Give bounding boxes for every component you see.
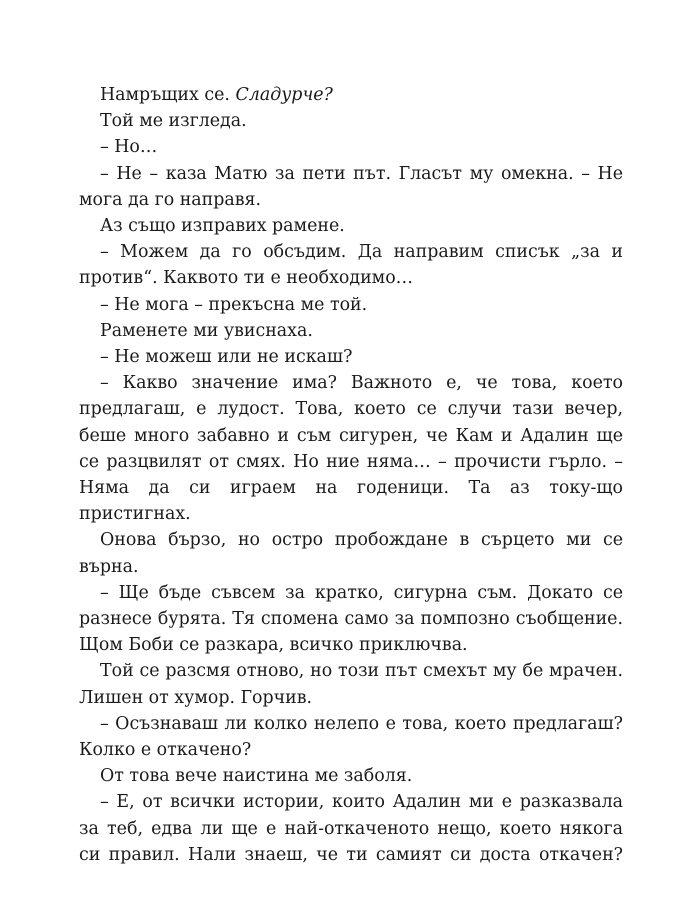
paragraph-text: Онова бързо, но остро пробождане в сърцето ми се върна. (79, 530, 623, 577)
paragraph (79, 763, 623, 789)
paragraph-text: – Не мога – прекъсна ме той. (100, 294, 368, 315)
paragraph-text: – Ще бъде съвсем за кратко, сигурна съм. Докато се разнесе бурята. Тя спомена само за помпозно съобщение. Щом Боби се разкара, всичко приключва. (79, 582, 623, 656)
paragraph (79, 213, 623, 239)
paragraph (79, 370, 623, 527)
paragraph-text: – Е, от всички истории, които Адалин ми е разказвала за теб, едва ли ще е най-откаченото нещо, което някога си правил. Нали знаеш, че ти самият си доста откачен? (79, 792, 623, 865)
paragraph-text: Раменете ми увиснаха. (100, 320, 313, 341)
paragraph-text: – Какво значение има? Важното е, че това, което предлагаш, е лудост. Това, което се случи тази вечер, беше много забавно и съм сигурен, че Кам и Адалин ще се разцвилят от смях. Но ние няма… – прочисти гърло. – Няма да си играем на годеници. Та аз току-що пристигнах. (79, 373, 623, 525)
paragraph-text: Аз също изправих рамене. (100, 216, 345, 237)
paragraph (79, 344, 623, 370)
paragraph-text: – Осъзнаваш ли колко нелепо е това, което предлагаш? Колко е откачено? (79, 713, 623, 761)
paragraph (79, 239, 623, 291)
paragraph (79, 161, 623, 213)
paragraph-text: От това вече наистина ме заболя. (100, 766, 413, 787)
paragraph (79, 292, 623, 318)
paragraph-text: Той се разсмя отново, но този път смехът му бе мрачен. Лишен от хумор. Горчив. (79, 661, 623, 708)
paragraph-text-italic: Сладурче? (235, 85, 333, 105)
paragraph (79, 789, 623, 868)
paragraph (79, 580, 623, 659)
paragraph (79, 318, 623, 344)
page-text (79, 82, 623, 868)
paragraph-text: – Можем да го обсъдим. Да направим списък „за и против“. Каквото ти е необходимо… (79, 242, 623, 289)
paragraph-text: Намръщих се. (100, 85, 236, 105)
paragraph (79, 711, 623, 763)
paragraph (79, 134, 623, 160)
paragraph (79, 108, 623, 134)
paragraph-text: – Не можеш или не искаш? (100, 347, 353, 368)
paragraph (79, 658, 623, 710)
paragraph (79, 82, 623, 108)
paragraph-text: Той ме изгледа. (100, 111, 247, 132)
paragraph-text: – Но… (100, 137, 158, 158)
paragraph (79, 527, 623, 579)
paragraph-text: – Не – каза Матю за пети път. Гласът му омекна. – Не мога да го направя. (79, 163, 623, 210)
